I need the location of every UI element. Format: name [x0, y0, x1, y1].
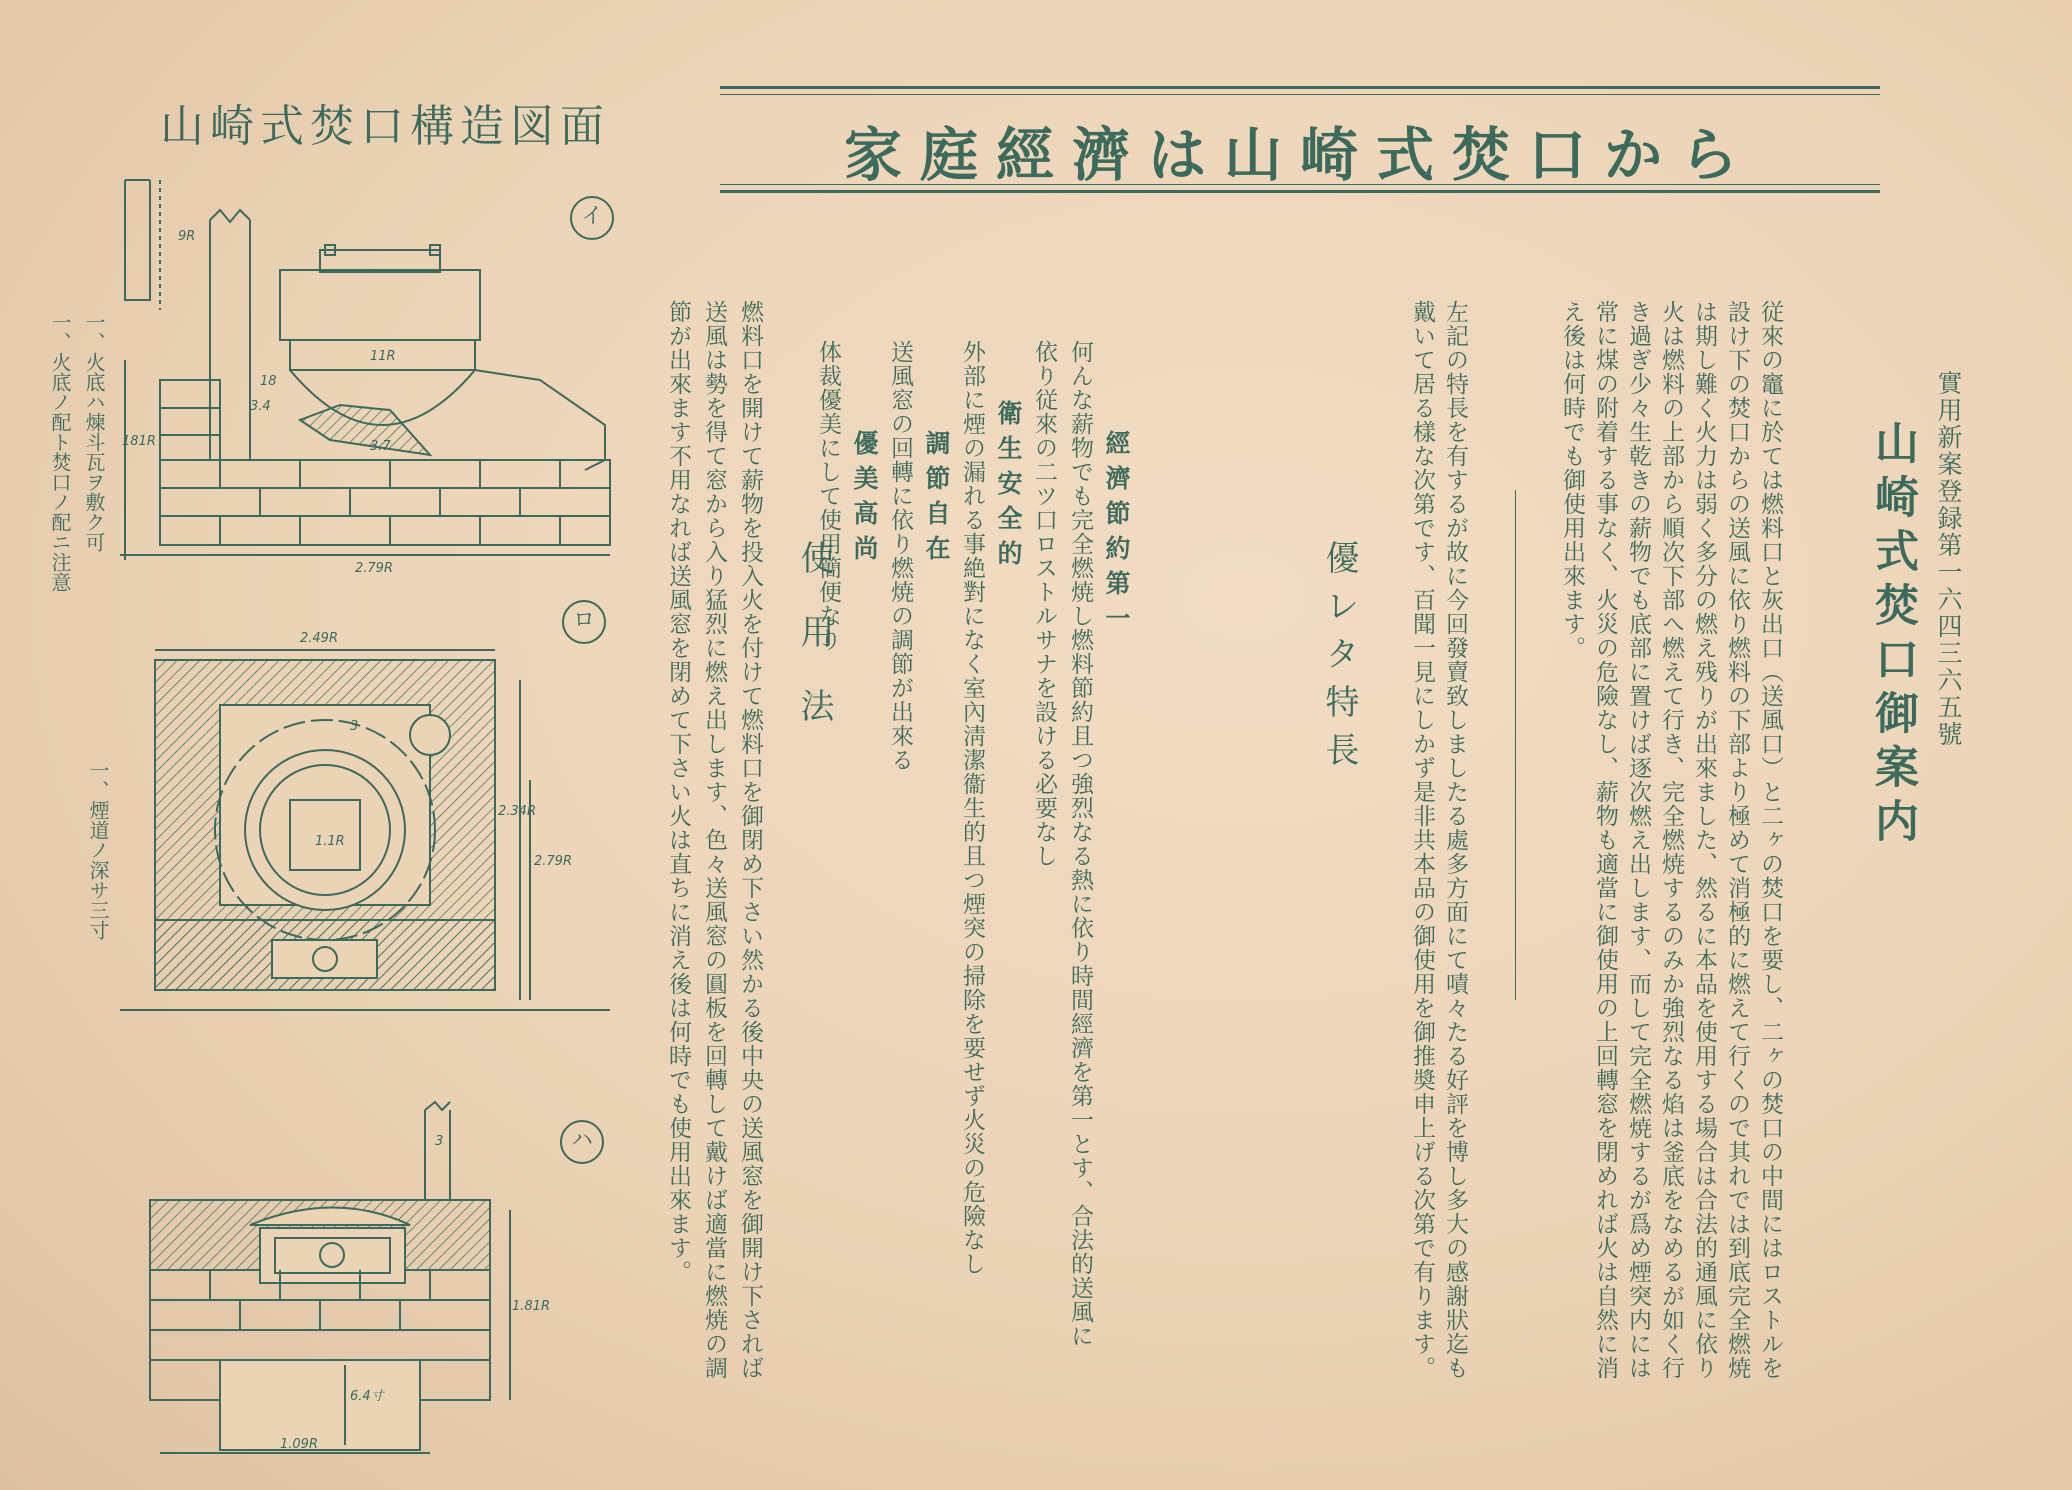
- banner-rule-top: [720, 86, 1880, 89]
- usage-line: 燃料口を開けて薪物を投入火を付けて燃料口を御閉め下さい然かる後中央の送風窓を御開け下されば: [737, 300, 763, 1380]
- dim-b-279r: 2.79R: [534, 854, 572, 869]
- guide-line: 従來の竈に於ては燃料口と灰出口（送風口）と二ヶの焚口を要し、二ヶの焚口の中間にはロストルを: [1757, 300, 1783, 1380]
- guide-line: 常に煤の附着する事なく、火災の危險なし、薪物も適當に御使用の上回轉窓を閉めれば火は自然に消: [1592, 300, 1618, 1380]
- usage-line: 節が出來ます不用なれば送風窓を閉めて下さい火は直ちに消え後は何時でも使用出來ます。: [665, 300, 691, 1284]
- feature-title: 衛生安全的: [994, 400, 1023, 575]
- banner-rule-bottom: [720, 190, 1880, 193]
- dim-b-234r: 2.34R: [498, 804, 536, 819]
- usage-heading: 使用法: [794, 540, 834, 762]
- diagram-title: 山崎式焚口構造図面: [160, 101, 610, 152]
- guide-closing: [1405, 300, 1471, 1490]
- badge-ro: ロ: [562, 600, 606, 644]
- dim-b-3: 3: [350, 719, 359, 734]
- usage-body: [660, 300, 768, 1460]
- feature-title: 經濟節約第一: [1102, 430, 1131, 640]
- features-heading: 優レタ特長: [1319, 540, 1359, 780]
- note-fire-base-1: 一、火底ハ煉斗瓦ヲ敷ク可: [82, 312, 106, 552]
- dim-c-64: 6.4寸: [350, 1389, 384, 1404]
- dim-a-181r: 181R: [122, 434, 156, 449]
- column-divider: [1515, 490, 1516, 1000]
- stove-diagram: [100, 160, 740, 1460]
- feature-title: 調節自在: [922, 430, 951, 570]
- note-flue: 一、煙道ノ深サ三寸: [86, 760, 110, 940]
- dim-b-11r: 1.1R: [315, 834, 345, 849]
- section-plan-view: [120, 650, 610, 1010]
- dim-b-249r: 2.49R: [300, 631, 338, 646]
- feature-line: 何んな薪物でも完全燃焼し燃料節約且つ強烈なる熱に依り時間經濟を第一とす、合法的送風に: [1067, 340, 1093, 1348]
- dim-a-9r: 9R: [178, 229, 196, 244]
- badge-i: イ: [570, 196, 614, 240]
- guide-line: え後は何時でも御使用出來ます。: [1559, 300, 1585, 660]
- guide-line: き過ぎ少々生乾きの薪物でも底部に置けば逐次燃え出します、而して完全燃焼するが爲め煙突内には: [1625, 300, 1651, 1380]
- dim-a-279r: 2.79R: [355, 561, 393, 576]
- guide-body: [1555, 300, 1786, 1490]
- section-front-view: [150, 1102, 510, 1453]
- dim-c-181r: 1.81R: [512, 1299, 550, 1314]
- guide-line: 設け下の焚口からの送風に依り燃料の下部より極めて消極的に燃えて行くので其れでは到底完全燃焼: [1724, 300, 1750, 1380]
- banner-rule-top-thin: [720, 94, 1880, 95]
- dim-a-11r: 11R: [370, 349, 396, 364]
- feature-title: 優美高尚: [850, 430, 879, 570]
- dim-a-37: 3.7: [370, 439, 391, 454]
- badge-ha: ハ: [560, 1120, 604, 1164]
- dim-a-18: 18: [260, 374, 277, 389]
- closing-line: 戴いて居る樣な次第です、百聞一見にしかず是非共本品の御使用を御推奬申上げる次第で有ります。: [1409, 300, 1435, 1380]
- guide-line: は期し難く火力は弱く多分の燃え残りが出來ました、然るに本品を使用する場合は合法的通風に依り: [1691, 300, 1717, 1380]
- dim-a-34: 3.4: [250, 399, 271, 414]
- features-body: [810, 340, 1134, 1420]
- dim-c-109r: 1.09R: [280, 1437, 318, 1452]
- banner-rule-bottom-thin: [720, 184, 1880, 185]
- banner-title: 家庭經濟は山崎式焚口から: [843, 121, 1756, 189]
- feature-line: 体裁優美にして使用簡便なり: [815, 340, 841, 652]
- feature-line: 外部に煙の漏れる事絶對になく室內淸潔衞生的且つ煙突の掃除を要せず火災の危險なし: [959, 340, 985, 1276]
- note-fire-base-2: 一、火底ノ配ト焚口ノ配ニ注意: [48, 312, 72, 592]
- closing-line: 左記の特長を有するが故に今回發賣致しましたる處多方面にて嘖々たる好評を博し多大の感謝狀迄も: [1442, 300, 1468, 1380]
- dim-c-3: 3: [435, 1134, 444, 1149]
- registration-number: 實用新案登録第一六四三六五號: [1934, 370, 1963, 748]
- usage-line: 送風は勢を得て窓から入り猛烈に燃え出します、色々送風窓の圓板を回轉して戴けば適當に燃焼の調: [701, 300, 727, 1380]
- feature-line: 送風窓の回轉に依り燃焼の調節が出來る: [887, 340, 913, 772]
- feature-line: 依り従來の二ツ口ロストルサナを設ける必要なし: [1031, 340, 1057, 868]
- guide-title: 山崎式焚口御案内: [1867, 420, 1918, 852]
- guide-line: 火は燃料の上部から順次下部へ燃えて行き、完全燃焼するのみか強烈なる焰は釜底をなめるが如く行: [1658, 300, 1684, 1380]
